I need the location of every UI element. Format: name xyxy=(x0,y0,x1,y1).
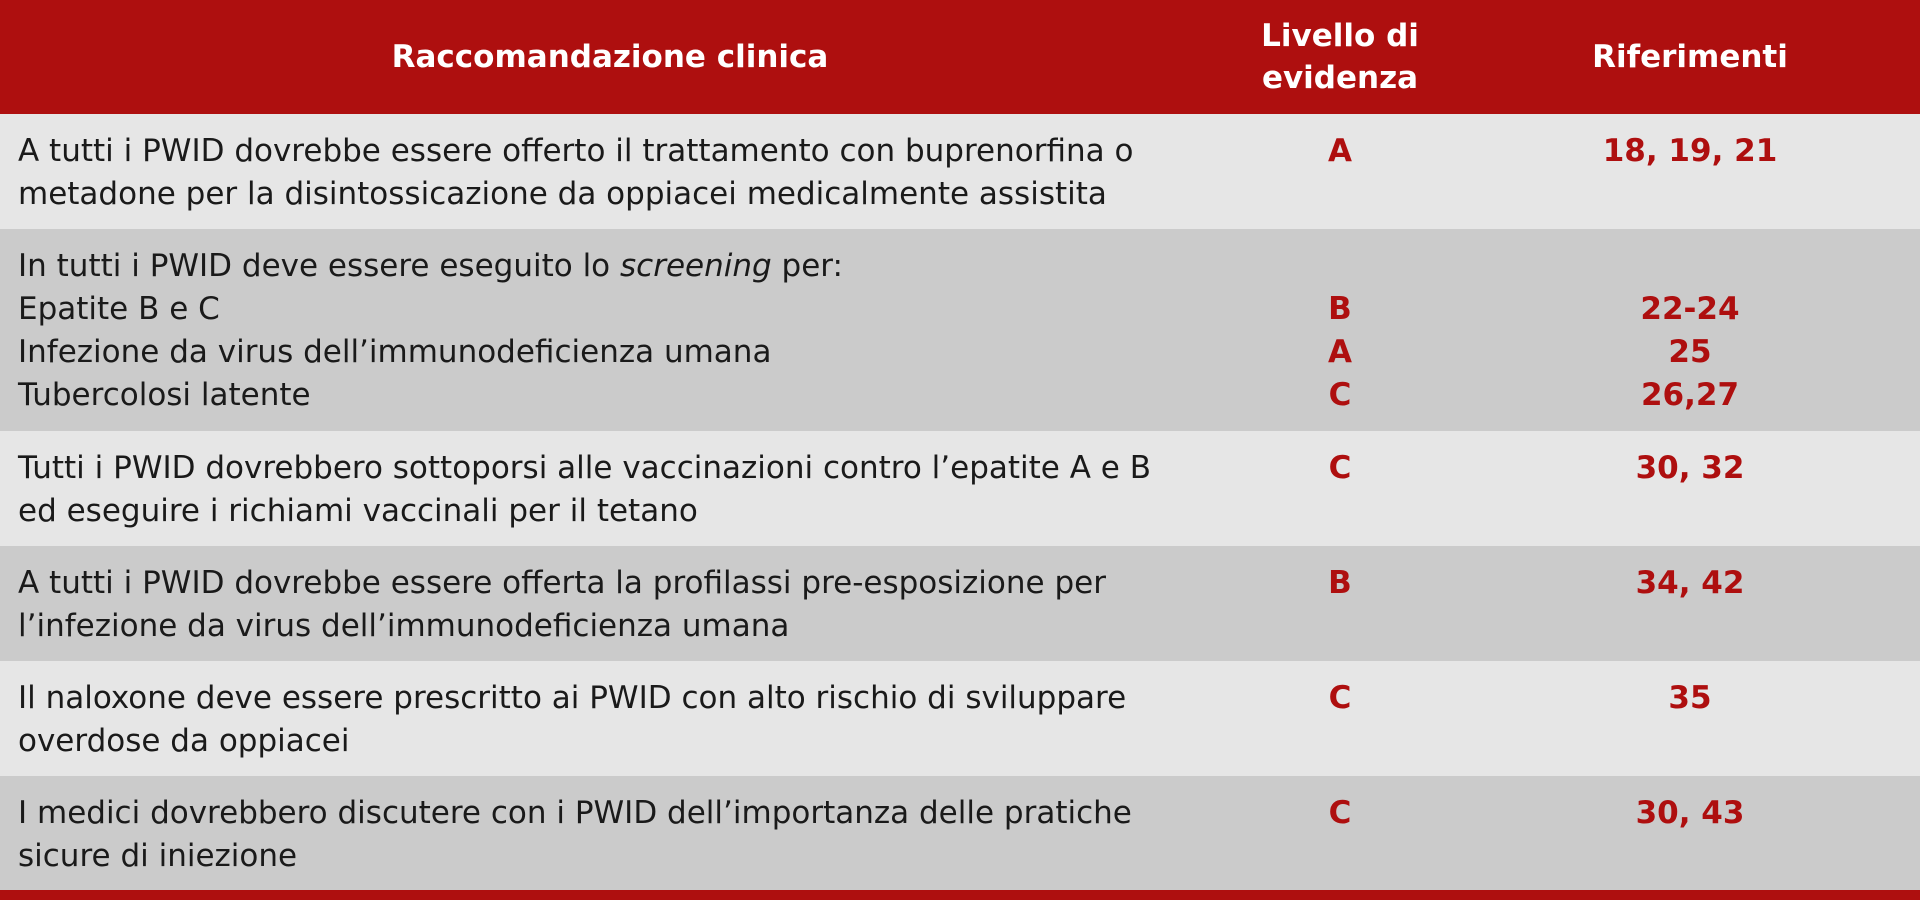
references: 30, 32 xyxy=(1635,450,1745,486)
references-list xyxy=(1460,288,1920,417)
references: 25 xyxy=(1668,334,1712,370)
table-header xyxy=(0,0,1920,114)
screening-intro xyxy=(18,245,1208,288)
recommendation-line: Il naloxone deve essere prescritto ai PWID con alto rischio di sviluppare xyxy=(18,680,1127,716)
screening-item: Tubercolosi latente xyxy=(18,377,311,413)
table-row xyxy=(0,431,1920,546)
recommendation-line: A tutti i PWID dovrebbe essere offerta la profilassi pre-esposizione per xyxy=(18,565,1106,601)
screening-intro-after: per: xyxy=(771,248,843,284)
header-evidence-level-line1: Livello di xyxy=(1261,18,1419,54)
evidence-levels xyxy=(1220,288,1460,417)
references: 22-24 xyxy=(1640,291,1740,327)
references: 26,27 xyxy=(1640,377,1740,413)
references: 18, 19, 21 xyxy=(1602,133,1778,169)
recommendation-line: l’infezione da virus dell’immunodeficienza umana xyxy=(18,608,790,644)
recommendation-text xyxy=(18,130,1208,216)
table-row xyxy=(0,776,1920,890)
evidence-level: C xyxy=(1328,680,1352,716)
screening-intro-italic: screening xyxy=(620,248,772,284)
evidence-level: C xyxy=(1328,450,1352,486)
table-row xyxy=(0,661,1920,776)
evidence-level: C xyxy=(1328,795,1352,831)
recommendation-text xyxy=(18,677,1208,763)
recommendation-line: I medici dovrebbero discutere con i PWID dell’importanza delle pratiche xyxy=(18,795,1132,831)
table-row xyxy=(0,114,1920,229)
references: 30, 43 xyxy=(1635,795,1745,831)
screening-item: Epatite B e C xyxy=(18,291,220,327)
recommendation-line: A tutti i PWID dovrebbe essere offerto il trattamento con buprenorfina o xyxy=(18,133,1134,169)
header-recommendation: Raccomandazione clinica xyxy=(391,39,829,75)
evidence-level: A xyxy=(1328,133,1352,169)
references: 35 xyxy=(1668,680,1712,716)
recommendation-text xyxy=(18,562,1208,648)
bottom-divider xyxy=(0,890,1920,900)
recommendation-text xyxy=(18,245,1208,417)
recommendation-line: metadone per la disintossicazione da oppiacei medicalmente assistita xyxy=(18,176,1107,212)
screening-intro-before: In tutti i PWID deve essere eseguito lo xyxy=(18,248,621,284)
evidence-level: B xyxy=(1328,291,1352,327)
evidence-level: C xyxy=(1328,377,1352,413)
screening-item: Infezione da virus dell’immunodeficienza umana xyxy=(18,334,772,370)
recommendation-line: ed eseguire i richiami vaccinali per il tetano xyxy=(18,493,698,529)
header-references: Riferimenti xyxy=(1592,39,1788,75)
header-evidence-level-line2: evidenza xyxy=(1261,60,1419,96)
recommendation-line: sicure di iniezione xyxy=(18,838,298,874)
recommendation-text xyxy=(18,792,1208,878)
table-row xyxy=(0,229,1920,431)
recommendation-line: Tutti i PWID dovrebbero sottoporsi alle vaccinazioni contro l’epatite A e B xyxy=(18,450,1151,486)
recommendation-line: overdose da oppiacei xyxy=(18,723,350,759)
table-row xyxy=(0,546,1920,661)
evidence-level: A xyxy=(1328,334,1352,370)
evidence-level: B xyxy=(1328,565,1352,601)
recommendation-text xyxy=(18,447,1208,533)
header-evidence-level xyxy=(1220,0,1460,114)
references: 34, 42 xyxy=(1635,565,1745,601)
